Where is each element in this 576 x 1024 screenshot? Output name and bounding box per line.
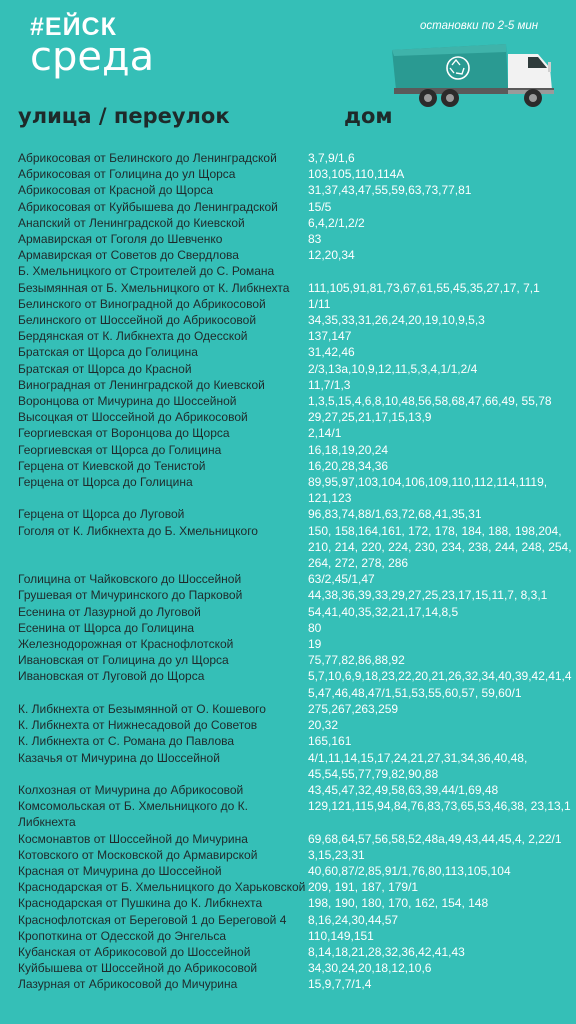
house-numbers: 34,35,33,31,26,24,20,19,10,9,5,3 <box>308 313 485 328</box>
house-numbers: 89,95,97,103,104,106,109,110,112,114,1119, 121,123 <box>308 475 548 506</box>
list-item <box>0 199 576 215</box>
list-item <box>0 928 576 944</box>
list-item <box>0 620 576 636</box>
house-numbers: 2/3,13а,10,9,12,11,5,3,4,1/1,2/4 <box>308 361 478 376</box>
street-name: К. Либкнехта от Нижнесадовой до Советов <box>18 718 258 733</box>
street-name: Белинского от Виноградной до Абрикосовой <box>18 296 266 311</box>
list-item <box>0 652 576 668</box>
list-item <box>0 587 576 603</box>
street-name: Армавирская от Советов до Свердлова <box>18 248 239 263</box>
house-numbers: 69,68,64,57,56,58,52,48а,49,43,44,45,4, 2,22/1 <box>308 831 562 846</box>
list-item <box>0 944 576 960</box>
street-name: Ивановская от Голицина до ул Щорса <box>18 653 229 668</box>
list-item <box>0 879 576 895</box>
house-numbers: 96,83,74,88/1,63,72,68,41,35,31 <box>308 507 482 522</box>
house-numbers: 3,7,9/1,6 <box>308 151 355 165</box>
street-name: Герцена от Киевской до Тенистой <box>18 458 206 473</box>
street-name: Красная от Мичурина до Шоссейной <box>18 863 222 878</box>
list-item <box>0 393 576 409</box>
list-item <box>0 895 576 911</box>
house-numbers: 44,38,36,39,33,29,27,25,23,17,15,11,7, 8,3,1 <box>308 588 548 603</box>
list-item <box>0 571 576 587</box>
house-numbers: 6,4,2/1,2/2 <box>308 215 365 230</box>
street-name: Куйбышева от Шоссейной до Абрикосовой <box>18 961 258 976</box>
list-item <box>0 798 576 830</box>
house-numbers: 111,105,91,81,73,67,61,55,45,35,27,17, 7,1 <box>308 280 540 295</box>
list-item <box>0 523 576 572</box>
house-numbers: 40,60,87/2,85,91/1,76,80,113,105,104 <box>308 863 511 878</box>
house-numbers: 16,20,28,34,36 <box>308 458 389 473</box>
street-name: Железнодорожная от Краснофлотской <box>18 637 234 652</box>
house-numbers: 4/1,11,14,15,17,24,21,27,31,34,36,40,48, 45,54,55,77,79,82,90,88 <box>308 750 528 781</box>
house-numbers: 137,147 <box>308 329 352 344</box>
column-header-street: улица / переулок <box>18 104 230 128</box>
house-numbers: 54,41,40,35,32,21,17,14,8,5 <box>308 604 459 619</box>
list-item <box>0 960 576 976</box>
house-numbers: 16,18,19,20,24 <box>308 442 389 457</box>
street-name: Котовского от Московской до Армавирской <box>18 847 258 862</box>
house-numbers: 1,3,5,15,4,6,8,10,48,56,58,68,47,66,49, 55,78 <box>308 394 552 409</box>
logo <box>30 13 155 80</box>
street-name: Армавирская от Гоголя до Шевченко <box>18 232 223 247</box>
street-name: Братская от Щорса до Красной <box>18 361 192 376</box>
street-name: К. Либкнехта от С. Романа до Павлова <box>18 734 235 749</box>
list-item <box>0 150 576 166</box>
house-numbers: 12,20,34 <box>308 248 355 263</box>
house-numbers <box>308 263 574 279</box>
street-name: Лазурная от Абрикосовой до Мичурина <box>18 977 238 992</box>
street-name: Абрикосовая от Красной до Щорса <box>18 183 214 198</box>
list-item <box>0 409 576 425</box>
list-item <box>0 328 576 344</box>
house-numbers: 8,14,18,21,28,32,36,42,41,43 <box>308 944 465 959</box>
street-name: Комсомольская от Б. Хмельницкого до К. Либкнехта <box>18 799 248 830</box>
street-name: Гоголя от К. Либкнехта до Б. Хмельницкого <box>18 523 258 538</box>
street-name: Высоцкая от Шоссейной до Абрикосовой <box>18 410 248 425</box>
list-item <box>0 166 576 182</box>
street-name: Кропоткина от Одесской до Энгельса <box>18 928 226 943</box>
street-name: Герцена от Щорса до Голицина <box>18 475 193 490</box>
house-numbers: 198, 190, 180, 170, 162, 154, 148 <box>308 896 489 911</box>
list-item <box>0 912 576 928</box>
list-item <box>0 344 576 360</box>
column-header-house: дом <box>344 104 393 128</box>
list-item <box>0 976 576 992</box>
address-list <box>0 150 576 993</box>
house-numbers: 29,27,25,21,17,15,13,9 <box>308 410 432 425</box>
house-numbers: 8,16,24,30,44,57 <box>308 912 399 927</box>
house-numbers: 150, 158,164,161, 172, 178, 184, 188, 198,204, 210, 214, 220, 224, 230, 234, 238, 244, 248, 254, 264, 272, 278, 286 <box>308 523 572 571</box>
house-numbers: 5,7,10,6,9,18,23,22,20,21,26,32,34,40,39,42,41,4 5,47,46,48,47/1,51,53,55,60,57, 59,60/1 <box>308 669 572 700</box>
list-item <box>0 733 576 749</box>
list-item <box>0 750 576 782</box>
list-item <box>0 506 576 522</box>
street-name: Братская от Щорса до Голицина <box>18 345 198 360</box>
street-name: Белинского от Шоссейной до Абрикосовой <box>18 313 257 328</box>
list-item <box>0 377 576 393</box>
house-numbers: 110,149,151 <box>308 928 374 943</box>
list-item <box>0 863 576 879</box>
list-item <box>0 782 576 798</box>
house-numbers: 75,77,82,86,88,92 <box>308 653 405 668</box>
logo-hashtag: #ЕЙСК <box>30 13 117 41</box>
street-name: Виноградная от Ленинградской до Киевской <box>18 377 265 392</box>
street-name: Казачья от Мичурина до Шоссейной <box>18 750 220 765</box>
house-numbers: 31,42,46 <box>308 345 355 360</box>
street-name: Голицина от Чайковского до Шоссейной <box>18 572 242 587</box>
street-name: Краснодарская от Б. Хмельницкого до Харьковской <box>18 880 306 895</box>
list-item <box>0 280 576 296</box>
list-item <box>0 182 576 198</box>
house-numbers: 80 <box>308 620 322 635</box>
list-item <box>0 442 576 458</box>
house-numbers: 43,45,47,32,49,58,63,39,44/1,69,48 <box>308 782 499 797</box>
house-numbers: 2,14/1 <box>308 426 342 441</box>
house-numbers: 31,37,43,47,55,59,63,73,77,81 <box>308 183 472 198</box>
street-name: Кубанская от Абрикосовой до Шоссейной <box>18 944 251 959</box>
list-item <box>0 361 576 377</box>
list-item <box>0 231 576 247</box>
street-name: Космонавтов от Шоссейной до Мичурина <box>18 831 248 846</box>
house-numbers: 20,32 <box>308 718 339 733</box>
house-numbers: 275,267,263,259 <box>308 701 399 716</box>
list-item <box>0 215 576 231</box>
house-numbers: 15,9,7,7/1,4 <box>308 977 372 992</box>
street-name: Ивановская от Луговой до Щорса <box>18 669 205 684</box>
house-numbers: 129,121,115,94,84,76,83,73,65,53,46,38, 23,13,1 <box>308 799 571 814</box>
street-name: Абрикосовая от Белинского до Ленинградской <box>18 151 277 165</box>
house-numbers: 209, 191, 187, 179/1 <box>308 880 419 895</box>
street-name: Безымянная от Б. Хмельницкого от К. Либкнехта <box>18 280 290 295</box>
house-numbers: 165,161 <box>308 734 352 749</box>
street-name: Б. Хмельницкого от Строителей до С. Романа <box>18 264 275 279</box>
list-item <box>0 474 576 506</box>
list-item <box>0 247 576 263</box>
tagline: остановки по 2-5 мин <box>420 20 539 32</box>
street-name: Георгиевская от Воронцова до Щорса <box>18 426 230 441</box>
list-item <box>0 458 576 474</box>
street-name: Абрикосовая от Куйбышева до Ленинградской <box>18 199 278 214</box>
list-item <box>0 701 576 717</box>
list-item <box>0 604 576 620</box>
street-name: Георгиевская от Щорса до Голицина <box>18 442 222 457</box>
street-name: Бердянская от К. Либкнехта до Одесской <box>18 329 248 344</box>
street-name: К. Либкнехта от Безымянной от О. Кошевого <box>18 701 266 716</box>
street-name: Грушевая от Мичуринского до Парковой <box>18 588 243 603</box>
house-numbers: 19 <box>308 637 322 652</box>
street-name: Есенина от Щорса до Голицина <box>18 620 195 635</box>
house-numbers: 83 <box>308 232 322 247</box>
list-item <box>0 312 576 328</box>
house-numbers: 15/5 <box>308 199 332 214</box>
house-numbers: 34,30,24,20,18,12,10,6 <box>308 961 432 976</box>
house-numbers: 1/11 <box>308 296 331 311</box>
list-item <box>0 831 576 847</box>
logo-name: среда <box>30 34 155 80</box>
street-name: Анапский от Ленинградской до Киевской <box>18 215 245 230</box>
list-item <box>0 296 576 312</box>
list-item <box>0 847 576 863</box>
house-numbers: 3,15,23,31 <box>308 847 365 862</box>
list-item <box>0 668 576 700</box>
street-name: Колхозная от Мичурина до Абрикосовой <box>18 782 244 797</box>
street-name: Краснофлотская от Береговой 1 до Береговой 4 <box>18 912 287 927</box>
garbage-truck-icon <box>388 38 563 110</box>
street-name: Краснодарская от Пушкина до К. Либкнехта <box>18 896 263 911</box>
street-name: Воронцова от Мичурина до Шоссейной <box>18 394 237 409</box>
list-item <box>0 636 576 652</box>
list-item <box>0 425 576 441</box>
house-numbers: 103,105,110,114А <box>308 167 405 182</box>
street-name: Герцена от Щорса до Луговой <box>18 507 185 522</box>
street-name: Абрикосовая от Голицина до ул Щорса <box>18 167 236 182</box>
list-item <box>0 263 576 279</box>
house-numbers: 11,7/1,3 <box>308 377 351 392</box>
street-name: Есенина от Лазурной до Луговой <box>18 604 201 619</box>
house-numbers: 63/2,45/1,47 <box>308 572 375 587</box>
list-item <box>0 717 576 733</box>
